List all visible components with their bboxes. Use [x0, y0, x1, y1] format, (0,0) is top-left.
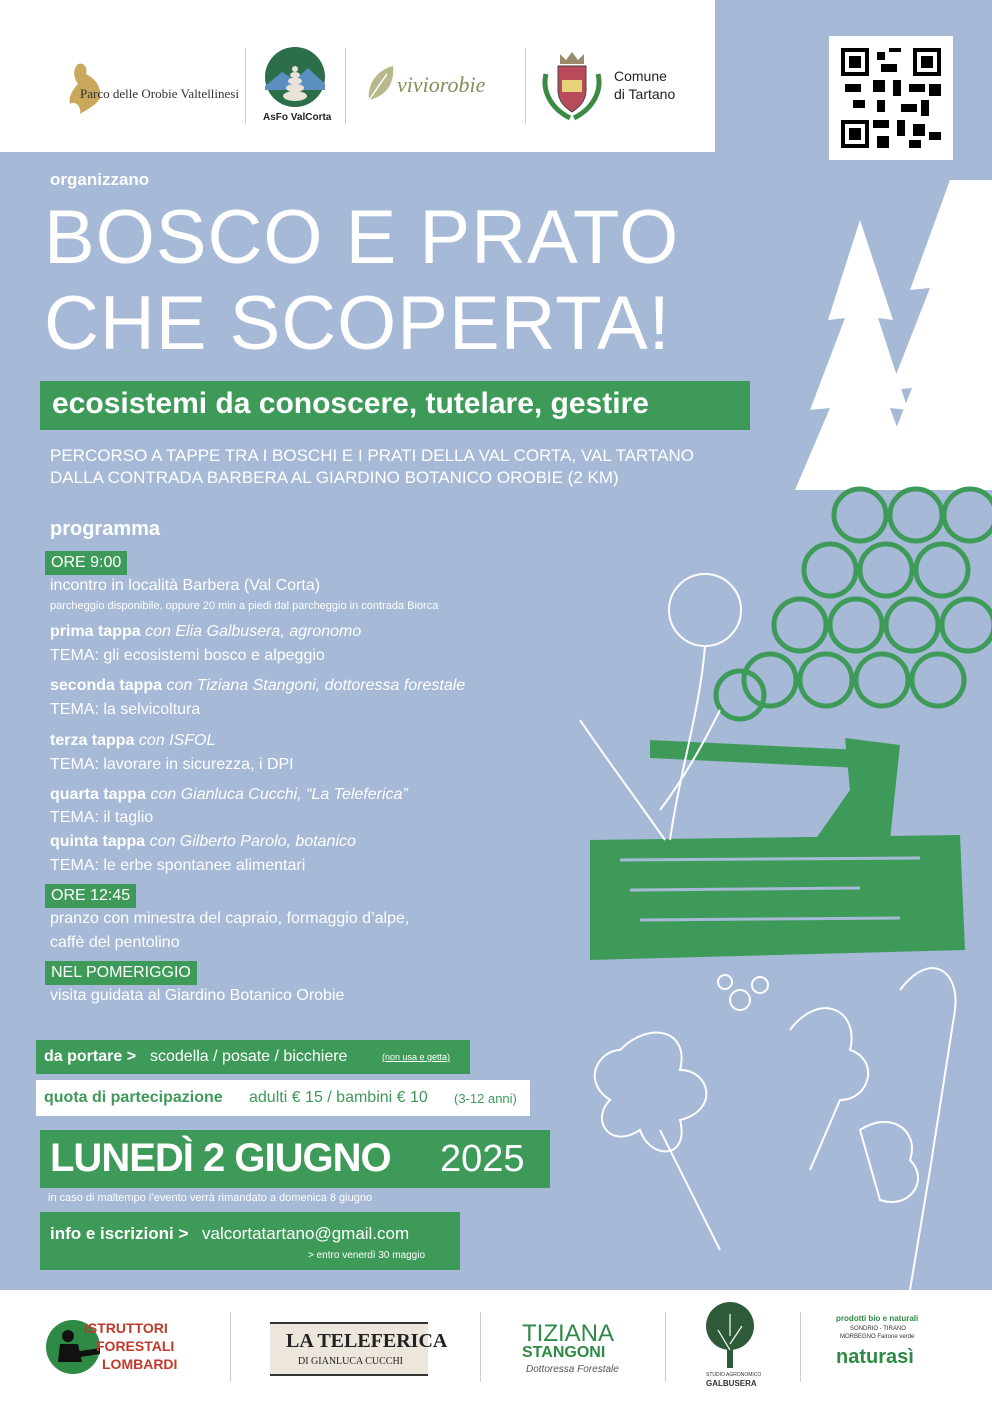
- fee-note: (3-12 anni): [454, 1091, 517, 1106]
- title-line-1: BOSCO E PRATO: [44, 195, 680, 280]
- galbusera-line-1: STUDIO AGRONOMICO: [706, 1372, 762, 1378]
- stage-5-theme: TEMA: le erbe spontanee alimentari: [50, 857, 306, 874]
- istruttori-forestali-logo: [44, 1318, 204, 1378]
- stage-3-name: terza tappa: [50, 732, 135, 749]
- stage-5-guide: con Gilberto Parolo, botanico: [149, 833, 356, 850]
- comune-line-1: Comune: [614, 68, 667, 84]
- comune-tartano-logo: [540, 50, 690, 126]
- log-pile-icon: [716, 489, 992, 719]
- event-date: LUNEDÌ 2 GIUGNO: [50, 1136, 391, 1180]
- info-label: info e iscrizioni >: [50, 1224, 189, 1243]
- galbusera-logo: [700, 1300, 760, 1396]
- fee-banner: [36, 1080, 530, 1116]
- ifl-line-1: ISTRUTTORI: [84, 1320, 168, 1336]
- ifl-line-2: FORESTALI: [96, 1338, 175, 1354]
- subtitle-banner: [40, 381, 750, 430]
- event-year: 2025: [440, 1138, 525, 1180]
- tiziana-line-3: Dottoressa Forestale: [526, 1364, 619, 1375]
- naturasi-line-1: prodotti bio e naturali: [836, 1314, 919, 1323]
- stage-1: [50, 623, 361, 641]
- fee-value: adulti € 15 / bambini € 10: [249, 1089, 428, 1106]
- fee-label: quota di partecipazione: [44, 1089, 223, 1106]
- stage-2: [50, 677, 465, 695]
- stage-3-theme: TEMA: lavorare in sicurezza, i DPI: [50, 756, 294, 773]
- stage-2-theme: TEMA: la selvicoltura: [50, 701, 201, 718]
- stage-2-name: seconda tappa: [50, 677, 163, 694]
- rain-note: in caso di maltempo l’evento verrà rimandato a domenica 8 giugno: [48, 1192, 373, 1204]
- teleferica-line-1: LA TELEFERICA: [286, 1330, 448, 1352]
- stage-4-guide: con Gianluca Cucchi, “La Teleferica”: [150, 786, 408, 803]
- stage-1-theme: TEMA: gli ecosistemi bosco e alpeggio: [50, 647, 325, 664]
- ifl-line-3: LOMBARDI: [102, 1356, 178, 1372]
- stage-2-guide: con Tiziana Stangoni, dottoressa forestale: [166, 677, 466, 694]
- afternoon-activity: visita guidata al Giardino Botanico Orobie: [50, 987, 345, 1004]
- registration-deadline: > entro venerdì 30 maggio: [308, 1250, 426, 1261]
- footer-separator: [800, 1312, 801, 1382]
- stage-4-theme: TEMA: il taglio: [50, 809, 154, 826]
- stage-1-guide: con Elia Galbusera, agronomo: [145, 623, 362, 640]
- parking-note: parcheggio disponibile, oppure 20 min a piedi dal parcheggio in contrada Biorca: [50, 600, 439, 612]
- time-badge-lunch: ORE 12:45: [45, 884, 136, 908]
- organizer-label: organizzano: [50, 170, 150, 189]
- tree-icon: [702, 1300, 758, 1370]
- subtitle-text: ecosistemi da conoscere, tutelare, gestire: [52, 387, 649, 420]
- stage-3-guide: con ISFOL: [138, 732, 216, 749]
- lunch-line-2: caffè del pentolino: [50, 934, 180, 951]
- stage-5-name: quinta tappa: [50, 833, 146, 850]
- stage-4: [50, 786, 408, 804]
- parco-logo-text: Parco delle Orobie Valtellinesi: [80, 86, 239, 101]
- title-line-2: CHE SCOPERTA!: [44, 281, 671, 366]
- info-banner: [40, 1212, 460, 1270]
- naturasi-line-2: SONDRIO - TIRANO: [850, 1326, 906, 1332]
- route-line-2: DALLA CONTRADA BARBERA AL GIARDINO BOTANICO OROBIE (2 KM): [50, 468, 619, 487]
- bring-banner: [36, 1040, 470, 1074]
- asfo-logo-text: AsFo ValCorta: [263, 112, 332, 123]
- naturasi-line-4: naturasì: [836, 1346, 914, 1368]
- axe-and-log-icon: [590, 738, 965, 960]
- tiziana-line-1: TIZIANA: [522, 1320, 615, 1347]
- stone-cairn-icon: [262, 46, 328, 108]
- program-heading: programma: [50, 518, 161, 540]
- comune-line-2: di Tartano: [614, 86, 676, 102]
- sponsor-footer: [0, 1290, 992, 1405]
- footer-separator: [230, 1312, 231, 1382]
- time-badge-afternoon: NEL POMERIGGIO: [45, 961, 197, 985]
- teleferica-line-2: DI GIANLUCA CUCCHI: [298, 1356, 403, 1367]
- qr-code-icon[interactable]: [841, 48, 941, 148]
- header-separator: [345, 48, 346, 124]
- asfo-valcorta-logo: [258, 46, 334, 126]
- stage-3: [50, 732, 215, 750]
- tiziana-stangoni-logo: [516, 1320, 636, 1380]
- header-logo-band: [0, 0, 715, 152]
- tiziana-line-2: STANGONI: [522, 1344, 606, 1361]
- leaf-icon: [365, 64, 397, 104]
- galbusera-line-2: GALBUSERA: [706, 1379, 757, 1388]
- lunch-line-1: pranzo con minestra del capraio, formaggio d’alpe,: [50, 910, 410, 927]
- stage-1-name: prima tappa: [50, 623, 141, 640]
- footer-separator: [665, 1312, 666, 1382]
- parco-orobie-logo: [60, 60, 239, 120]
- viviorobie-logo: [365, 64, 515, 104]
- bring-items: scodella / posate / bicchiere: [150, 1048, 348, 1065]
- time-badge-morning: ORE 9:00: [45, 551, 127, 575]
- qr-code-frame: [829, 36, 953, 160]
- footer-separator: [480, 1312, 481, 1382]
- pine-trees-icon: [795, 180, 992, 490]
- stage-5: [50, 833, 356, 851]
- meeting-point: incontro in località Barbera (Val Corta): [50, 577, 321, 594]
- wild-herbs-icon: [595, 968, 956, 1290]
- la-teleferica-logo: [270, 1322, 448, 1376]
- header-separator: [525, 48, 526, 124]
- date-banner: [40, 1130, 550, 1188]
- route-line-1: PERCORSO A TAPPE TRA I BOSCHI E I PRATI DELLA VAL CORTA, VAL TARTANO: [50, 446, 694, 465]
- contact-email[interactable]: valcortatartano@gmail.com: [202, 1224, 410, 1243]
- viviorobie-logo-text: viviorobie: [397, 72, 486, 97]
- naturasi-logo: [832, 1314, 942, 1384]
- coat-of-arms-icon: [540, 50, 604, 124]
- header-separator: [245, 48, 246, 124]
- bring-label: da portare >: [44, 1048, 137, 1065]
- naturasi-line-3: MORBEGNO Fairone verde: [840, 1334, 915, 1340]
- bring-note: (non usa e getta): [382, 1052, 451, 1062]
- stage-4-name: quarta tappa: [50, 786, 147, 803]
